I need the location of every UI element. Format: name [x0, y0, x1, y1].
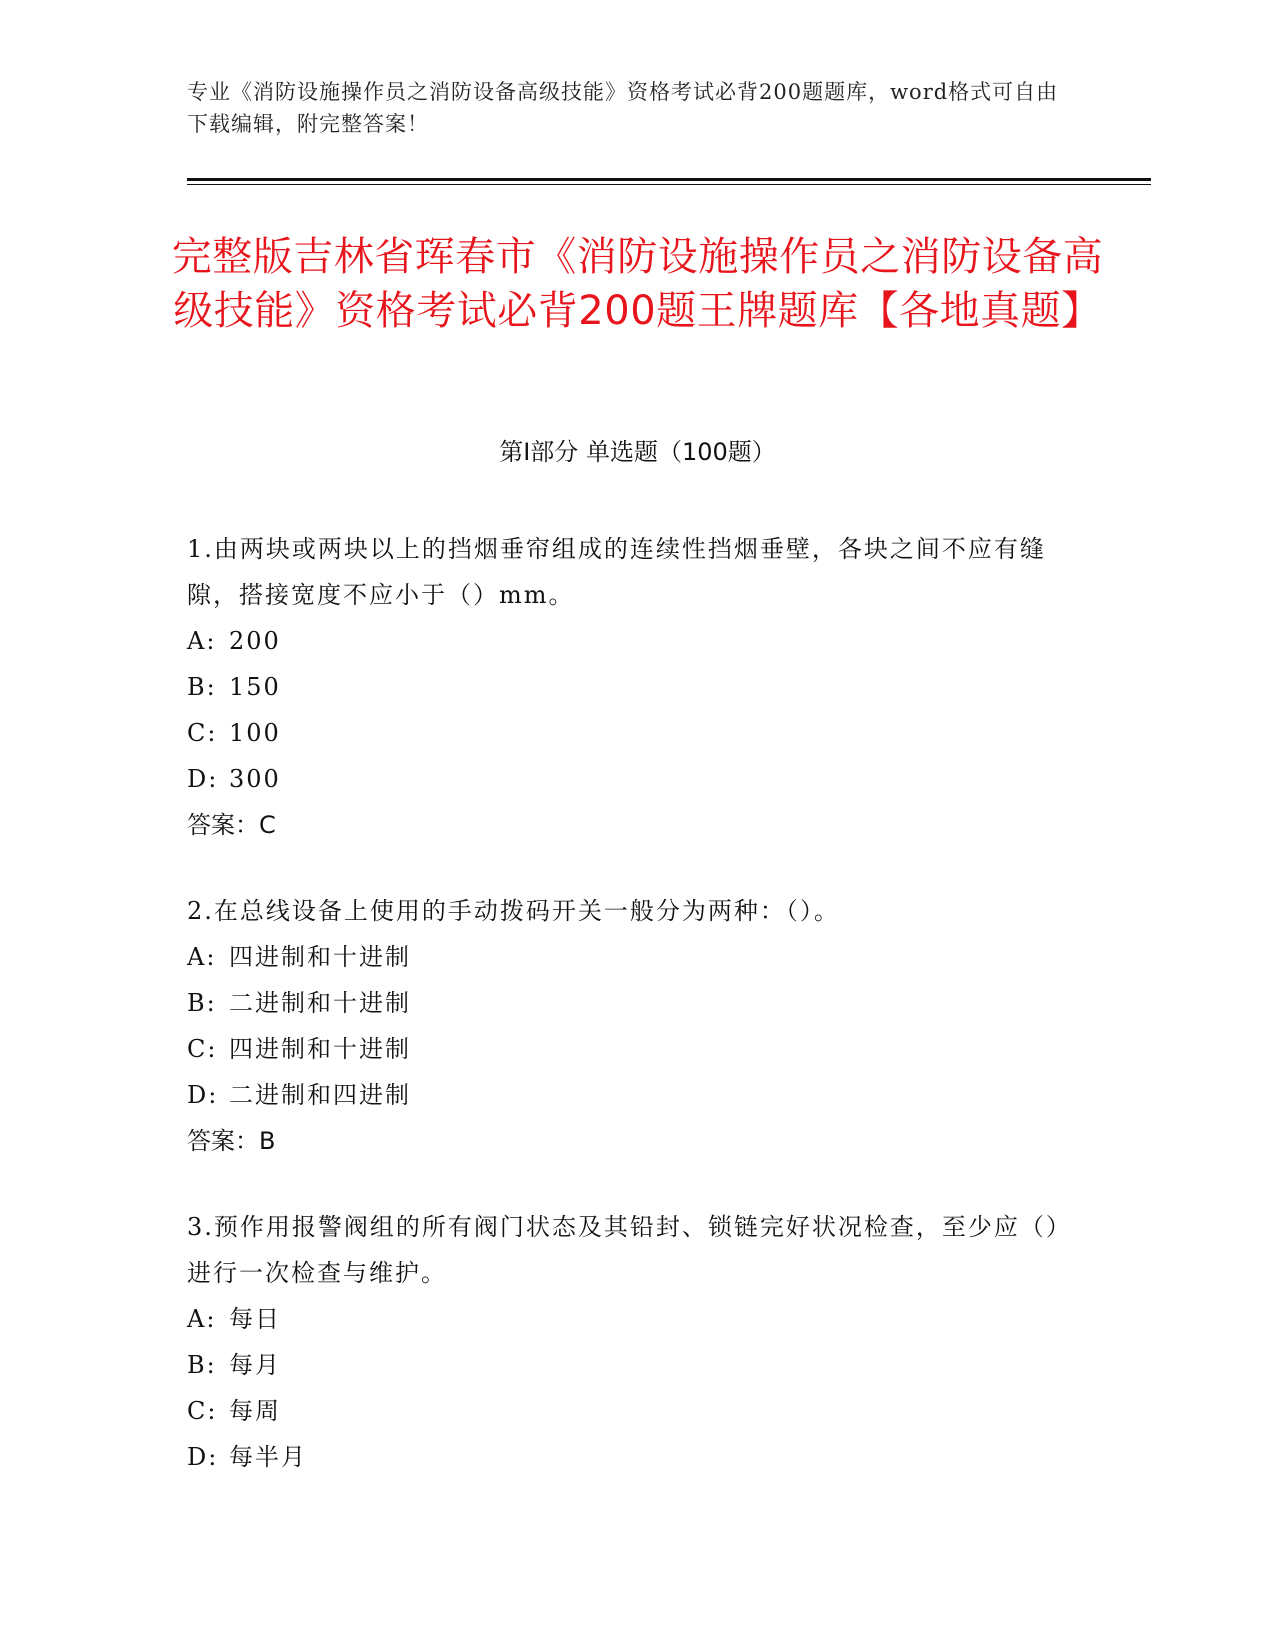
option-c — [187, 1026, 1067, 1072]
section-title: 第I部分 单选题（100题） — [499, 438, 776, 466]
document-title: 完整版吉林省珲春市《消防设施操作员之消防设备高级技能》资格考试必背200题王牌题库【各地真题】 — [171, 234, 1104, 334]
option-a — [187, 618, 1067, 664]
option-text: 300 — [229, 765, 281, 793]
answer: 答案：C — [187, 811, 276, 839]
option-key: D: — [187, 765, 219, 793]
option-text: 每半月 — [229, 1443, 307, 1471]
answer: 答案：B — [187, 1127, 276, 1155]
question-1 — [187, 526, 1067, 848]
question-list — [187, 526, 1067, 1520]
option-text: 四进制和十进制 — [229, 943, 411, 971]
option-key: B: — [187, 673, 217, 701]
option-b — [187, 1342, 1067, 1388]
question-3 — [187, 1204, 1067, 1480]
header-note: 专业《消防设施操作员之消防设备高级技能》资格考试必背200题题库，word格式可自由下载编辑，附完整答案！ — [187, 80, 1059, 136]
option-text: 200 — [229, 627, 281, 655]
option-key: C: — [187, 1397, 218, 1425]
question-stem: 1.由两块或两块以上的挡烟垂帘组成的连续性挡烟垂壁，各块之间不应有缝隙，搭接宽度不应小于（）mm。 — [187, 535, 1046, 609]
option-c — [187, 710, 1067, 756]
option-key: C: — [187, 1035, 218, 1063]
option-key: A: — [187, 943, 217, 971]
header-divider-thick — [187, 178, 1151, 181]
option-b — [187, 980, 1067, 1026]
option-b — [187, 664, 1067, 710]
option-d — [187, 756, 1067, 802]
option-text: 二进制和四进制 — [229, 1081, 411, 1109]
option-d — [187, 1434, 1067, 1480]
option-c — [187, 1388, 1067, 1434]
option-key: A: — [187, 627, 217, 655]
question-stem: 3.预作用报警阀组的所有阀门状态及其铅封、锁链完好状况检查，至少应（）进行一次检查与维护。 — [187, 1213, 1060, 1287]
option-key: D: — [187, 1443, 219, 1471]
option-a — [187, 934, 1067, 980]
option-key: C: — [187, 719, 218, 747]
option-text: 100 — [229, 719, 281, 747]
option-text: 二进制和十进制 — [229, 989, 411, 1017]
option-text: 每日 — [229, 1305, 281, 1333]
option-text: 每月 — [229, 1351, 281, 1379]
header-divider-thin — [187, 184, 1151, 185]
option-text: 150 — [229, 673, 281, 701]
option-text: 每周 — [229, 1397, 281, 1425]
option-key: A: — [187, 1305, 217, 1333]
option-text: 四进制和十进制 — [229, 1035, 411, 1063]
option-key: D: — [187, 1081, 219, 1109]
option-key: B: — [187, 989, 217, 1017]
option-d — [187, 1072, 1067, 1118]
question-stem: 2.在总线设备上使用的手动拨码开关一般分为两种：（）。 — [187, 897, 840, 925]
option-key: B: — [187, 1351, 217, 1379]
question-2 — [187, 888, 1067, 1164]
option-a — [187, 1296, 1067, 1342]
